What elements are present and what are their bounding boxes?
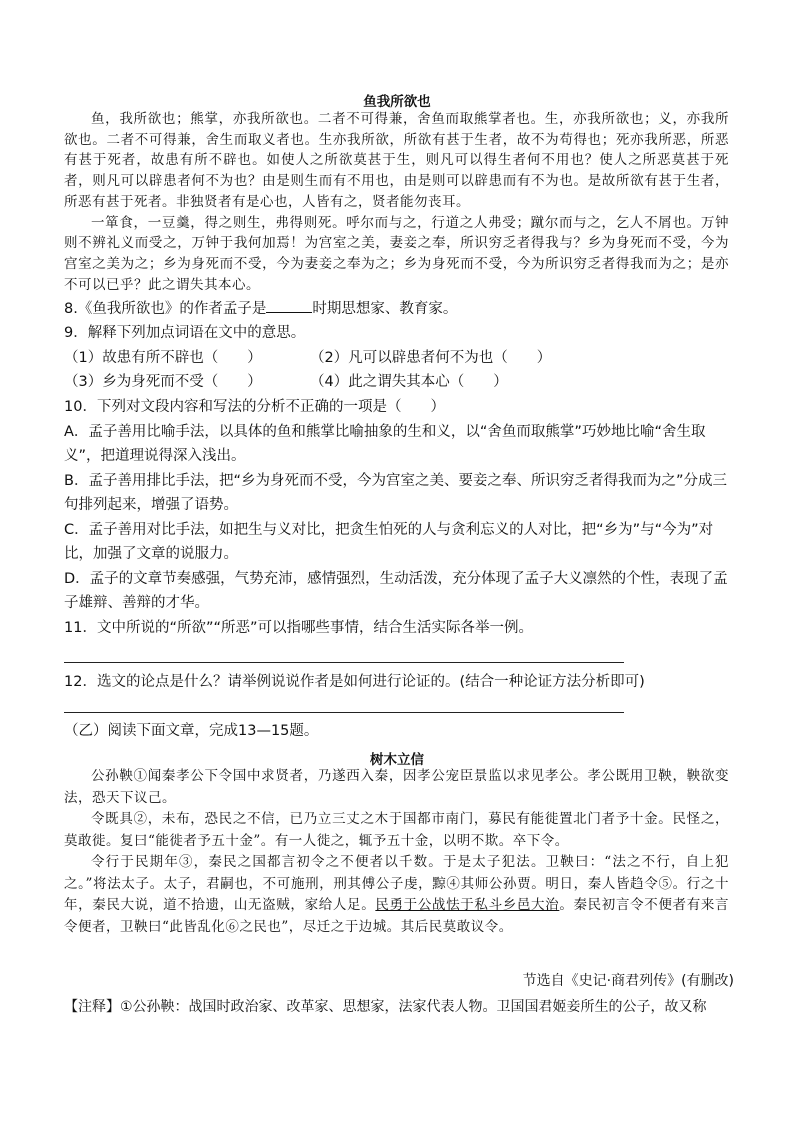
q10-option-a: A．孟子善用比喻手法，以具体的鱼和熊掌比喻抽象的生和义，以“舍鱼而取熊掌”巧妙地比喻“舍生取义”，把道理说得深入浅出。 (64, 423, 706, 464)
q8-before: 8.《鱼我所欲也》的作者孟子是 (64, 301, 267, 317)
q10-option-c: C．孟子善用对比手法，如把生与义对比，把贪生怕死的人与贪利忘义的人对比，把“乡为”与“今为”对比，加强了文章的说服力。 (64, 521, 714, 562)
q9-item-3: （3）乡为身死而不受（ ） (64, 374, 262, 390)
q10-option-b: B．孟子善用排比手法，把“乡为身死而不受，今为宫室之美、要妾之奉、所识穷乏者得我而为之”分成三句排列起来，增强了语势。 (64, 472, 727, 513)
q12-stem: 12．选文的论点是什么？请举例说说作者是如何进行论证的。(结合一种论证方法分析即可) (64, 674, 645, 690)
q9-stem: 9．解释下列加点词语在文中的意思。 (64, 325, 306, 341)
q11-answer-line[interactable] (64, 662, 624, 663)
passage-a-body (64, 109, 729, 295)
question-9 (64, 321, 736, 395)
part-b-heading (64, 719, 736, 744)
passage-a-title: 鱼我所欲也 (363, 94, 431, 110)
q9-item-1: （1）故患有所不辟也（ ） (64, 349, 262, 366)
q8-answer-blank[interactable] (266, 298, 312, 313)
question-8 (64, 297, 736, 322)
question-12 (64, 670, 736, 695)
annotation-note: 【注释】①公孙鞅：战国时政治家、改革家、思想家，法家代表人物。卫国国君姬妾所生的公子，故又称 (64, 999, 707, 1015)
q12-answer-line[interactable] (64, 712, 624, 713)
passage-b-p3-start: 令行于民期年③，秦民之国都言初令之不便者以千数。于是太子犯法。卫鞅曰：“法之不行，自上犯之。”将法太子。太子，君嗣也，不可施刑，刑其傅公子虔，黥④其师公孙贾。明日，秦人皆趋令⑤。行之十年，秦民大说，道不拾遗，山无盗贼，家给人足。 (64, 854, 729, 913)
passage-b-body (64, 766, 729, 938)
q9-item-4: （4）此之谓失其本心（ ） (310, 374, 508, 390)
passage-b-p3-end: 。秦民初言令不便者有来言令便者，卫鞅曰“此皆乱化⑥之民也”，尽迁之于边城。其后民莫敢议令。 (64, 897, 730, 935)
passage-a-paragraph-1: 鱼，我所欲也；熊掌，亦我所欲也。二者不可得兼，舍鱼而取熊掌者也。生，亦我所欲也；义，亦我所欲也。二者不可得兼，舍生而取义者也。生亦我所欲，所欲有甚于生者，故不为苟得也；死亦我所恶，所恶有甚于死者，故患有所不辟也。如使人之所欲莫甚于生，则凡可以得生者何不用也？使人之所恶莫甚于死者，则凡可以辟患者何不为也？由是则生而有不用也，由是则可以辟患而有不为也。是故所欲有甚于生者，所恶有甚于死者。非独贤者有是心也，人皆有之，贤者能勿丧耳。 (64, 111, 729, 210)
question-10 (64, 395, 736, 640)
q10-option-d: D．孟子的文章节奏感强，气势充沛，感情强烈，生动活泼，充分体现了孟子大义凛然的个性，表现了孟子雄辩、善辩的才华。 (64, 570, 728, 611)
passage-a-paragraph-2: 一箪食，一豆羹，得之则生，弗得则死。呼尔而与之，行道之人弗受；蹴尔而与之，乞人不屑也。万钟则不辨礼义而受之，万钟于我何加焉！为宫室之美，妻妾之奉，所识穷乏者得我与？乡为身死而不受，今为宫室之美为之；乡为身死而不受，今为妻妾之奉为之；乡为身死而不受，今为所识穷乏者得我而为之；是亦不可以已乎？此之谓失其本心。 (64, 214, 729, 293)
source-citation: 节选自《史记·商君列传》(有删改) (522, 973, 734, 989)
q10-stem: 10．下列对文段内容和写法的分析不正确的一项是（ ） (64, 399, 445, 415)
passage-b-paragraph-1: 公孙鞅①闻秦孝公下令国中求贤者，乃遂西入秦，因孝公宠臣景监以求见孝公。孝公既用卫鞅，鞅欲变法，恐天下议己。 (64, 768, 729, 806)
passage-b-paragraph-2: 令既具②，未布，恐民之不信，已乃立三丈之木于国都市南门，募民有能徙置北门者予十金。民怪之，莫敢徙。复曰“能徙者予五十金”。有一人徙之，辄予五十金，以明不欺。卒下令。 (64, 811, 729, 849)
passage-b-title: 树木立信 (370, 752, 424, 768)
question-11: 11．文中所说的“所欲”“所恶”可以指哪些事情，结合生活实际各举一例。 (64, 619, 533, 636)
q8-after: 时期思想家、教育家。 (312, 301, 458, 317)
passage-b-underlined-sentence: 民勇于公战怯于私斗乡邑大治 (375, 897, 560, 913)
part-b-text: （乙）阅读下面文章，完成13—15题。 (64, 723, 319, 739)
passage-b-paragraph-3 (64, 852, 729, 938)
q9-item-2: （2）凡可以辟患者何不为也（ ） (310, 349, 552, 366)
